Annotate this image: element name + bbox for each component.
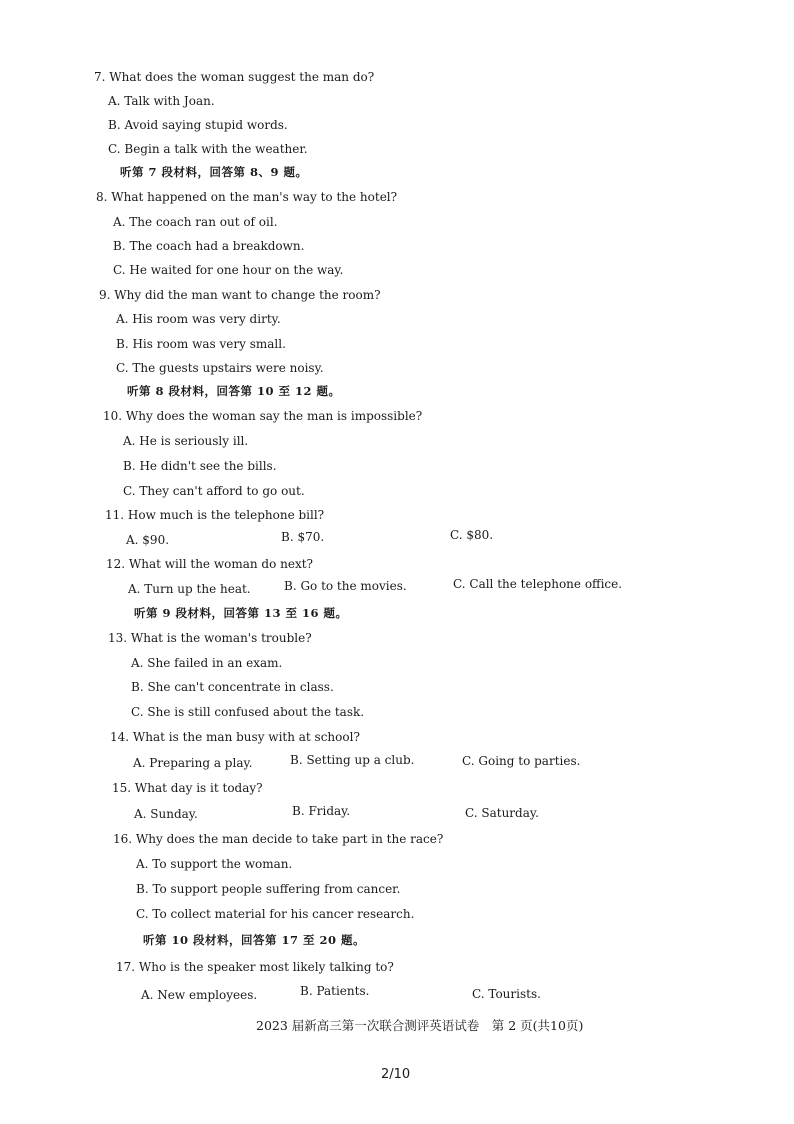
question-number: 7.	[94, 70, 106, 84]
section-instruction: 听第 7 段材料，回答第 8、9 题。	[120, 165, 308, 179]
question-number: 13.	[108, 631, 128, 645]
question-stem: What does the woman suggest the man do?	[109, 70, 375, 84]
option-a: A. He is seriously ill.	[123, 434, 249, 448]
option-b: B. He didn't see the bills.	[123, 459, 277, 473]
option-a: A. Preparing a play.	[133, 756, 253, 770]
question-7	[94, 70, 374, 84]
option-c: C. Call the telephone office.	[453, 577, 623, 591]
question-stem: What is the man busy with at school?	[132, 730, 360, 744]
option-c: C. They can't afford to go out.	[123, 484, 305, 498]
option-c: C. Tourists.	[472, 987, 541, 1001]
question-15	[112, 781, 263, 795]
question-16	[113, 832, 443, 846]
option-c: C. Saturday.	[465, 806, 539, 820]
question-stem: What happened on the man's way to the hotel?	[111, 190, 398, 204]
option-b: B. $70.	[281, 530, 325, 544]
option-b: B. She can't concentrate in class.	[131, 680, 334, 694]
question-number: 16.	[113, 832, 133, 846]
option-c: C. $80.	[450, 528, 494, 542]
question-11	[105, 508, 324, 522]
question-8	[96, 190, 397, 204]
question-number: 14.	[110, 730, 130, 744]
question-stem: What will the woman do next?	[128, 557, 313, 571]
option-b: B. Go to the movies.	[284, 579, 407, 593]
question-number: 8.	[96, 190, 108, 204]
option-c: C. He waited for one hour on the way.	[113, 263, 344, 277]
page-number: 2/10	[381, 1067, 411, 1082]
question-stem: Why did the man want to change the room?	[114, 288, 381, 302]
question-stem: What day is it today?	[134, 781, 263, 795]
question-number: 17.	[116, 960, 136, 974]
option-c: C. The guests upstairs were noisy.	[116, 361, 324, 375]
question-number: 11.	[105, 508, 125, 522]
section-instruction: 听第 9 段材料，回答第 13 至 16 题。	[134, 606, 348, 620]
option-a: A. New employees.	[141, 988, 258, 1002]
question-12	[106, 557, 313, 571]
question-stem: How much is the telephone bill?	[127, 508, 325, 522]
option-b: B. Friday.	[292, 804, 351, 818]
question-number: 10.	[103, 409, 123, 423]
option-a: A. Turn up the heat.	[128, 582, 251, 596]
question-17	[116, 960, 394, 974]
option-b: B. Avoid saying stupid words.	[108, 118, 288, 132]
option-a: A. Talk with Joan.	[108, 94, 215, 108]
option-c: C. Going to parties.	[462, 754, 581, 768]
option-a: A. She failed in an exam.	[131, 656, 283, 670]
question-number: 9.	[99, 288, 111, 302]
option-c: C. To collect material for his cancer research.	[136, 907, 415, 921]
question-stem: Why does the man decide to take part in the race?	[135, 832, 444, 846]
question-stem: Why does the woman say the man is impossible?	[125, 409, 423, 423]
option-a: A. His room was very dirty.	[116, 312, 281, 326]
question-13	[108, 631, 312, 645]
question-number: 15.	[112, 781, 132, 795]
question-9	[99, 288, 381, 302]
option-a: A. To support the woman.	[136, 857, 293, 871]
option-a: A. $90.	[126, 533, 170, 547]
page-footer: 2023 届新高三第一次联合测评英语试卷 第 2 页(共10页)	[256, 1018, 584, 1033]
option-c: C. Begin a talk with the weather.	[108, 142, 308, 156]
question-number: 12.	[106, 557, 126, 571]
section-instruction: 听第 10 段材料，回答第 17 至 20 题。	[143, 933, 366, 947]
option-b: B. To support people suffering from cancer.	[136, 882, 401, 896]
option-b: B. Setting up a club.	[290, 753, 415, 767]
section-instruction: 听第 8 段材料，回答第 10 至 12 题。	[127, 384, 341, 398]
option-a: A. The coach ran out of oil.	[113, 215, 278, 229]
question-stem: Who is the speaker most likely talking to?	[138, 960, 394, 974]
question-stem: What is the woman's trouble?	[130, 631, 312, 645]
option-a: A. Sunday.	[134, 807, 198, 821]
question-10	[103, 409, 422, 423]
option-b: B. Patients.	[300, 984, 370, 998]
option-c: C. She is still confused about the task.	[131, 705, 365, 719]
question-14	[110, 730, 360, 744]
option-b: B. His room was very small.	[116, 337, 286, 351]
option-b: B. The coach had a breakdown.	[113, 239, 305, 253]
